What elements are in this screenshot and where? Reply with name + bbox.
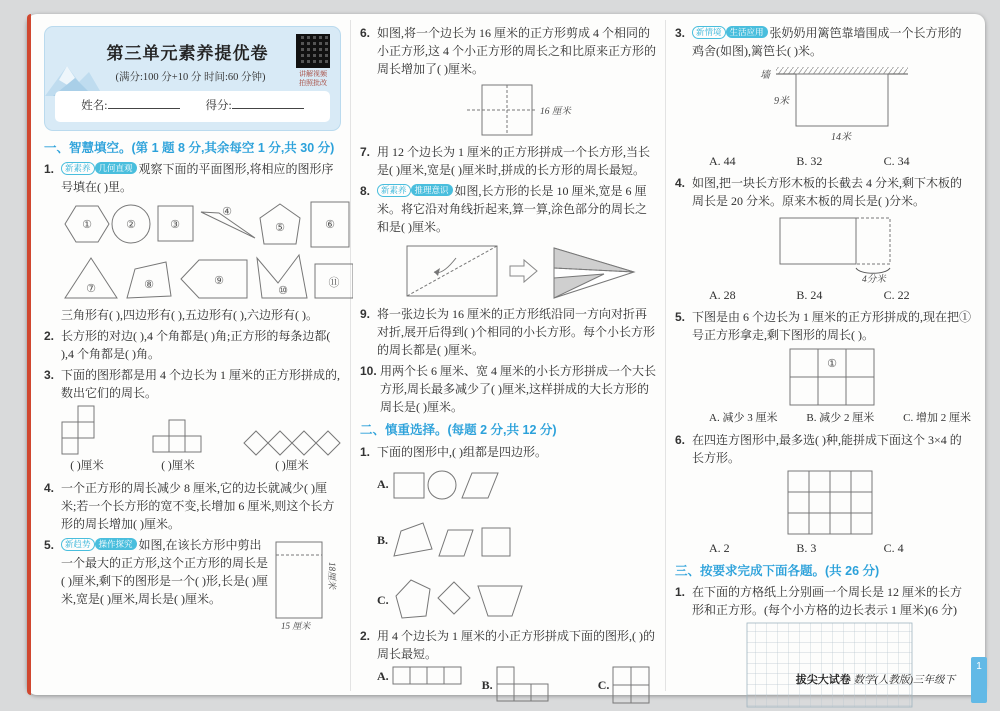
question-text: 用 12 个边长为 1 厘米的正方形拼成一个长方形,当长是( )厘米,宽是( )厘米时,拼成的长方形的周长最短。 (377, 145, 651, 177)
cell-1-label: ① (826, 358, 837, 370)
question-2-1 (360, 443, 656, 624)
page-number-badge: 1 (971, 657, 987, 703)
figure-caption: ( )厘米 (275, 460, 309, 473)
exam-header-card (44, 26, 341, 131)
qr-code-icon (296, 34, 330, 68)
question-text: 一个正方形的周长减少 8 厘米,它的边长就减少( )厘米;若一个长方形的宽不变,长增加 6 厘米,则这个长方形的周长增加( )厘米。 (61, 480, 335, 531)
chicken-coop-figure (692, 62, 971, 150)
question-1-8 (360, 182, 656, 302)
option-b-shapes (391, 518, 515, 562)
question-2-3 (675, 24, 971, 170)
grid-paper-figure (692, 621, 971, 711)
figure-caption: ( )厘米 (70, 460, 104, 473)
question-1-6 (360, 24, 656, 140)
question-text: 下面的图形中,( )组都是四边形。 (377, 444, 547, 459)
shape-num-2: ② (126, 219, 136, 232)
question-text: 如图,长方形的长是 10 厘米,宽是 6 厘米。将它沿对角线折起来,算一算,涂色部分的周长之和是( )厘米。 (377, 184, 648, 234)
shape-num-1: ① (82, 219, 92, 232)
shape-num-6: ⑥ (325, 219, 335, 232)
question-number: 7. (360, 145, 371, 159)
fold-figure (377, 238, 656, 302)
column-3 (665, 20, 980, 691)
question-number: 10. (360, 364, 377, 378)
question-number: 6. (675, 432, 686, 447)
options-row (692, 152, 971, 170)
question-text: 下面的图形都是用 4 个边长为 1 厘米的正方形拼成的,数出它们的周长。 (61, 368, 341, 401)
book-spine (27, 14, 31, 695)
question-number: 3. (675, 26, 686, 40)
option-a: A. 减少 3 厘米 (709, 412, 778, 424)
tetromino-figures (61, 404, 341, 475)
figure-caption: ( )厘米 (161, 460, 195, 473)
option-c: C. 增加 2 厘米 (903, 412, 971, 424)
badge-tuili-yishi: 推理意识 (411, 184, 453, 196)
question-number: 9. (360, 307, 371, 321)
question-1-5 (44, 536, 341, 634)
option-c: C. 4 (883, 540, 904, 555)
option-c-shapes (392, 576, 526, 624)
shape-num-5: ⑤ (275, 222, 285, 235)
question-number: 5. (675, 310, 686, 324)
badge-jihe-zhiguan: 几何直观 (95, 162, 137, 174)
question-3-1 (675, 583, 971, 711)
dim-9m: 9米 (773, 96, 789, 107)
footer-brand: 拔尖大试卷 (795, 674, 851, 686)
question-number: 8. (360, 184, 371, 198)
question-1-3 (44, 366, 341, 475)
question-number: 3. (44, 368, 55, 383)
question-number: 1. (675, 585, 686, 600)
question-text: 长方形的对边( ),4 个角都是( )角;正方形的每条边都( ),4 个角都是( )角。 (61, 329, 331, 362)
question-number: 6. (360, 26, 371, 40)
option-letter-c: C. (377, 592, 389, 607)
exam-subtitle: (满分:100 分+10 分 时间:60 分钟) (115, 71, 266, 83)
question-1-1-answers: 三角形有( ),四边形有( ),五边形有( ),六边形有( )。 (61, 308, 318, 323)
wall-label: 墙 (759, 70, 770, 81)
section2-heading: 二、慎重选择。(每题 2 分,共 12 分) (360, 423, 557, 437)
question-1-9 (360, 305, 656, 359)
option-b: B. 减少 2 厘米 (806, 412, 875, 424)
question-number: 4. (44, 480, 55, 495)
question-2-5 (675, 308, 971, 427)
question-2-2 (360, 627, 656, 704)
mountain-decoration (45, 56, 115, 96)
question-2-4 (675, 174, 971, 304)
wood-board-figure (692, 212, 971, 284)
rectangle-cut-figure (273, 536, 341, 632)
score-label: 得分: (205, 100, 232, 113)
option-a-figure (392, 666, 462, 686)
column-2 (350, 20, 665, 691)
question-text: 在下面的方格纸上分别画一个周长是 12 厘米的长方形和正方形。(每个小方格的边长表示 1 厘米)(6 分) (692, 585, 963, 618)
option-a: A. 44 (709, 154, 736, 168)
option-b: B. 32 (796, 154, 823, 168)
question-1-1 (44, 160, 341, 324)
question-text: 将一张边长为 16 厘米的正方形纸沿同一方向对折再对折,展开后得到( )个相同的小长方形。每个小长方形的周长都是( )厘米。 (377, 307, 655, 357)
option-letter-c: C. (597, 677, 610, 692)
options-row (692, 539, 971, 557)
question-text: 观察下面的平面图形,将相应的图形序号填在( )里。 (61, 162, 334, 195)
qr-block (293, 34, 333, 88)
question-text: 如图,将一个边长为 16 厘米的正方形剪成 4 个相同的小正方形,这 4 个小正方形的周长之和比原来正方形的周长增加了( )厘米。 (377, 26, 657, 76)
exam-paper-page (27, 14, 985, 695)
question-number: 1. (360, 444, 371, 459)
question-1-4 (44, 479, 341, 533)
question-number: 1. (44, 162, 55, 177)
badge-new-suyang: 新素养 (377, 184, 411, 197)
option-b: B. 3 (796, 540, 817, 555)
section1-heading: 一、智慧填空。(第 1 题 8 分,其余每空 1 分,共 30 分) (44, 140, 335, 155)
3x4-rectangle-figure (692, 469, 971, 537)
name-score-row (55, 91, 330, 121)
page-footer (796, 671, 955, 687)
column-1 (35, 20, 350, 691)
badge-new-qingjing: 新情境 (692, 26, 726, 39)
badge-new-suyang: 新素养 (61, 162, 95, 175)
square-cut-figure (377, 80, 656, 140)
option-c: C. 22 (883, 288, 910, 302)
option-b-figure (496, 666, 552, 704)
question-1-7 (360, 143, 656, 179)
question-text: 张奶奶用篱笆靠墙围成一个长方形的鸡舍(如图),篱笆长( )米。 (692, 26, 962, 58)
option-letter-b: B. (481, 677, 493, 692)
exam-title: 第三单元素养提优卷 (106, 44, 269, 63)
option-b: B. 24 (796, 288, 823, 302)
question-1-10 (360, 362, 656, 416)
question-text: 在四连方图形中,最多选( )种,能拼成下面这个 3×4 的长方形。 (692, 432, 962, 465)
option-a: A. 2 (709, 540, 730, 555)
section3-heading: 三、按要求完成下面各题。(共 26 分) (675, 563, 880, 578)
name-label: 姓名: (81, 100, 108, 113)
option-letter-a: A. (377, 476, 389, 491)
shape-num-4: ④ (222, 206, 232, 219)
dim-14m: 14米 (830, 132, 851, 143)
dim-18cm: 18厘米 (327, 561, 337, 589)
question-1-2 (44, 327, 341, 363)
options-row (692, 286, 971, 304)
badge-new-qushi: 新趋势 (61, 538, 95, 551)
option-a-shapes (392, 464, 506, 504)
name-blank (108, 96, 180, 109)
question-number: 4. (675, 176, 686, 190)
dim-16cm: 16 厘米 (539, 107, 571, 117)
dim-15cm: 15 厘米 (281, 620, 311, 631)
shapes-figure (61, 198, 341, 304)
qr-caption-1: 讲解视频 (299, 71, 327, 78)
shape-num-11: ⑪ (328, 277, 340, 290)
dim-4dm: 4分米 (861, 275, 886, 284)
option-letter-a: A. (377, 668, 389, 683)
question-2-6 (675, 431, 971, 557)
footer-edition: 数学(人教版)三年级下 (853, 675, 955, 686)
badge-shenghuo-yingyong: 生活应用 (726, 26, 768, 38)
question-number: 5. (44, 537, 55, 552)
qr-caption-2: 拍照批改 (299, 80, 327, 88)
question-number: 2. (44, 329, 55, 344)
option-c-figure (612, 666, 652, 704)
shape-num-7: ⑦ (86, 283, 96, 296)
shape-num-10: ⑩ (278, 285, 288, 298)
shape-num-9: ⑨ (214, 275, 224, 288)
badge-caozuo-tanjiu: 操作探究 (95, 538, 137, 550)
question-text: 用两个长 6 厘米、宽 4 厘米的小长方形拼成一个大长方形,周长最多减少了( )厘米,这样拼成的大长方形的周长是( )厘米。 (380, 364, 657, 414)
question-text: 如图,把一块长方形木板的长截去 4 分米,剩下木板的周长是 20 分米。原来木板的周长是( )分米。 (692, 176, 963, 208)
six-square-grid-figure (692, 346, 971, 408)
options-row (692, 410, 971, 427)
option-a: A. 28 (709, 288, 736, 302)
question-number: 2. (360, 628, 371, 643)
question-text: 用 4 个边长为 1 厘米的小正方形拼成下面的图形,( )的周长最短。 (377, 628, 655, 661)
option-c: C. 34 (883, 154, 910, 168)
option-letter-b: B. (377, 532, 389, 547)
shape-num-3: ③ (170, 219, 180, 232)
question-text: 如图,在该长方形中剪出一个最大的正方形,这个正方形的周长是( )厘米,剩下的图形是一个( )形,长是( )厘米,宽是( )厘米,周长是( )厘米。 (61, 537, 269, 606)
score-blank (232, 96, 304, 109)
shape-num-8: ⑧ (144, 279, 154, 292)
question-text: 下图是由 6 个边长为 1 厘米的正方形拼成的,现在把①号正方形拿走,剩下图形的周长( )。 (692, 310, 972, 342)
